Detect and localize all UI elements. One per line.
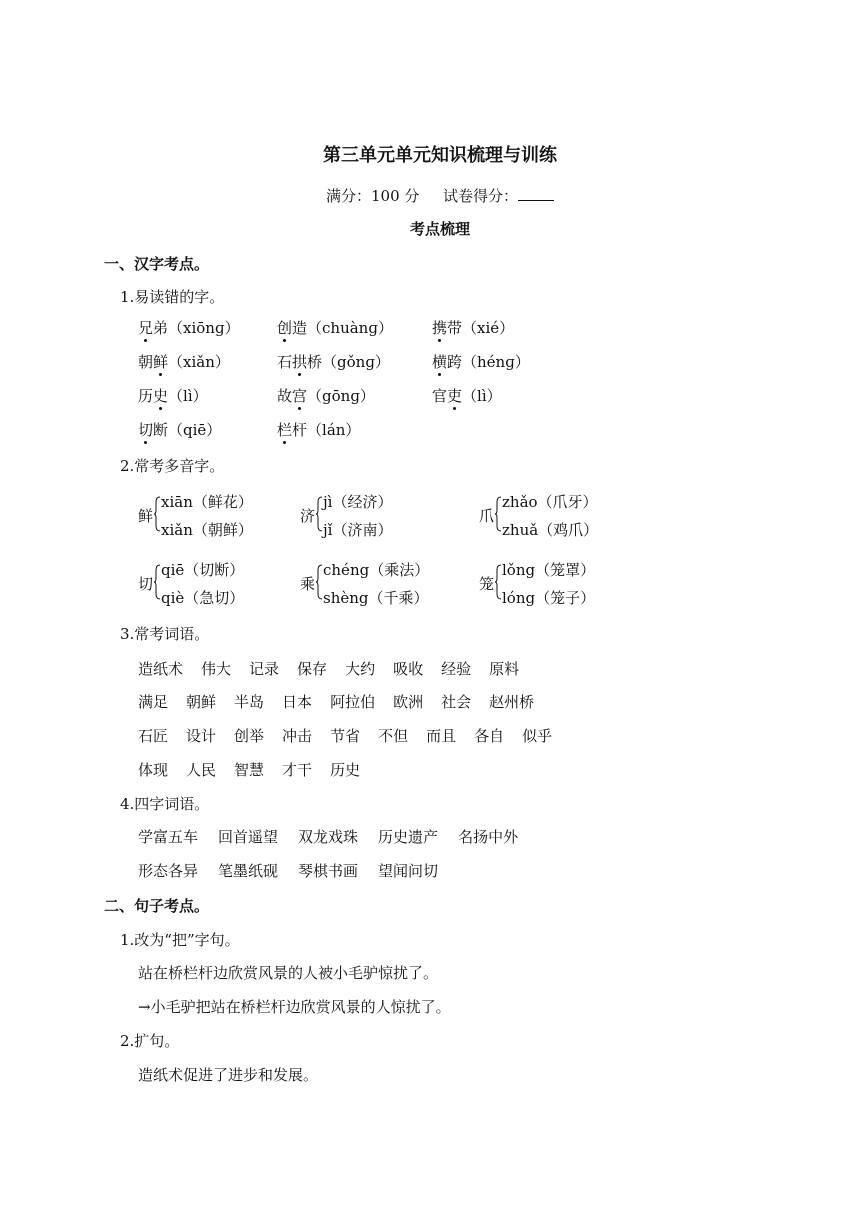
word: 造纸术 — [138, 660, 184, 678]
polyphone-reading: chéng（乘法） — [323, 561, 430, 579]
polyphone-reading: qiè（急切） — [161, 589, 245, 607]
brace-icon — [316, 496, 322, 532]
word: 赵州桥 — [489, 693, 535, 711]
score-blank[interactable] — [518, 186, 554, 201]
word: 望闻问切 — [378, 862, 439, 880]
word: 才干 — [282, 761, 313, 779]
brace-icon — [495, 496, 501, 532]
word: 朝鲜 — [186, 693, 217, 711]
polyphone-reading: jǐ（济南） — [323, 521, 393, 539]
brace-icon — [495, 564, 501, 600]
word: 冲击 — [282, 727, 313, 745]
word: 原料 — [489, 660, 520, 678]
word: 各自 — [474, 727, 505, 745]
q1-item: 历史（lì） — [138, 387, 208, 405]
word: 半岛 — [234, 693, 265, 711]
word: 日本 — [282, 693, 313, 711]
word: 似乎 — [522, 727, 553, 745]
q1-item: 官吏（lì） — [432, 387, 502, 405]
word: 大约 — [345, 660, 376, 678]
brace-icon — [316, 564, 322, 600]
page-title: 第三单元单元知识梳理与训练 — [323, 145, 557, 166]
polyphone-char: 爪 — [479, 507, 495, 525]
q1-item: 石拱桥（gǒnɡ） — [277, 353, 390, 371]
q1-item: 朝鲜（xiǎn） — [138, 353, 230, 371]
word: 名扬中外 — [458, 828, 519, 846]
word-row — [138, 692, 552, 712]
subtitle: 考点梳理 — [409, 220, 470, 238]
word: 保存 — [297, 660, 328, 678]
word: 学富五车 — [138, 828, 199, 846]
word: 双龙戏珠 — [298, 828, 359, 846]
word: 记录 — [249, 660, 280, 678]
section1-heading: 一、汉字考点。 — [104, 255, 210, 273]
s2-q1-answer: →小毛驴把站在桥栏杆边欣赏风景的人惊扰了。 — [138, 998, 451, 1016]
word: 伟大 — [201, 660, 232, 678]
word: 经验 — [441, 660, 472, 678]
brace-icon — [154, 564, 160, 600]
word: 笔墨纸砚 — [218, 862, 279, 880]
polyphone-char: 乘 — [300, 575, 316, 593]
word: 而且 — [426, 727, 457, 745]
polyphone-char: 切 — [138, 575, 154, 593]
q1-item: 故宫（gōnɡ） — [277, 387, 375, 405]
idiom-row — [138, 827, 538, 847]
word-row — [138, 726, 570, 746]
polyphone-reading: lóng（笼子） — [502, 589, 596, 607]
q2-label: 2.常考多音字。 — [120, 457, 225, 475]
q1-label: 1.易读错的字。 — [120, 288, 225, 306]
word: 创举 — [234, 727, 265, 745]
word: 历史遗产 — [378, 828, 439, 846]
polyphone-reading: lǒng（笼罩） — [502, 561, 596, 579]
polyphone-reading: zhǎo（爪牙） — [502, 493, 598, 511]
word: 形态各异 — [138, 862, 199, 880]
word: 琴棋书画 — [298, 862, 359, 880]
word: 石匠 — [138, 727, 169, 745]
polyphone-reading: xiǎn（朝鲜） — [161, 521, 253, 539]
polyphone-char: 济 — [300, 507, 316, 525]
q1-item: 切断（qiē） — [138, 421, 222, 439]
q1-item: 兄弟（xiōnɡ） — [138, 319, 240, 337]
polyphone-char: 鲜 — [138, 507, 154, 525]
word: 社会 — [441, 693, 472, 711]
word: 回首遥望 — [218, 828, 279, 846]
score-label: 试卷得分： — [442, 187, 518, 205]
word: 满足 — [138, 693, 169, 711]
word: 体现 — [138, 761, 169, 779]
polyphone-reading: jì（经济） — [323, 493, 393, 511]
polyphone-reading: qiē（切断） — [161, 561, 245, 579]
q1-item: 栏杆（lán） — [277, 421, 361, 439]
word: 节省 — [330, 727, 361, 745]
polyphone-char: 笼 — [479, 575, 495, 593]
word: 欧洲 — [393, 693, 424, 711]
word: 不但 — [378, 727, 409, 745]
s2-q1-label: 1.改为“把”字句。 — [120, 931, 240, 949]
word: 历史 — [330, 761, 361, 779]
s2-q2-label: 2.扩句。 — [120, 1032, 180, 1050]
word: 吸收 — [393, 660, 424, 678]
word: 人民 — [186, 761, 217, 779]
s2-q2-sentence: 造纸术促进了进步和发展。 — [138, 1066, 319, 1084]
q1-item: 横跨（hénɡ） — [432, 353, 530, 371]
word: 智慧 — [234, 761, 265, 779]
brace-icon — [154, 496, 160, 532]
q3-label: 3.常考词语。 — [120, 625, 210, 643]
q4-label: 4.四字词语。 — [120, 795, 210, 813]
word-row — [138, 760, 378, 780]
score-line — [0, 186, 860, 206]
section2-heading: 二、句子考点。 — [104, 897, 210, 915]
idiom-row — [138, 861, 458, 881]
full-score: 满分：100 分 — [326, 187, 420, 205]
polyphone-reading: zhuǎ（鸡爪） — [502, 521, 599, 539]
polyphone-reading: shèng（千乘） — [323, 589, 429, 607]
q1-item: 携带（xié） — [432, 319, 515, 337]
word-row — [138, 659, 537, 679]
word: 设计 — [186, 727, 217, 745]
polyphone-reading: xiān（鲜花） — [161, 493, 253, 511]
q1-item: 创造（chuànɡ） — [277, 319, 393, 337]
word: 阿拉伯 — [330, 693, 376, 711]
s2-q1-sentence: 站在桥栏杆边欣赏风景的人被小毛驴惊扰了。 — [138, 964, 439, 982]
